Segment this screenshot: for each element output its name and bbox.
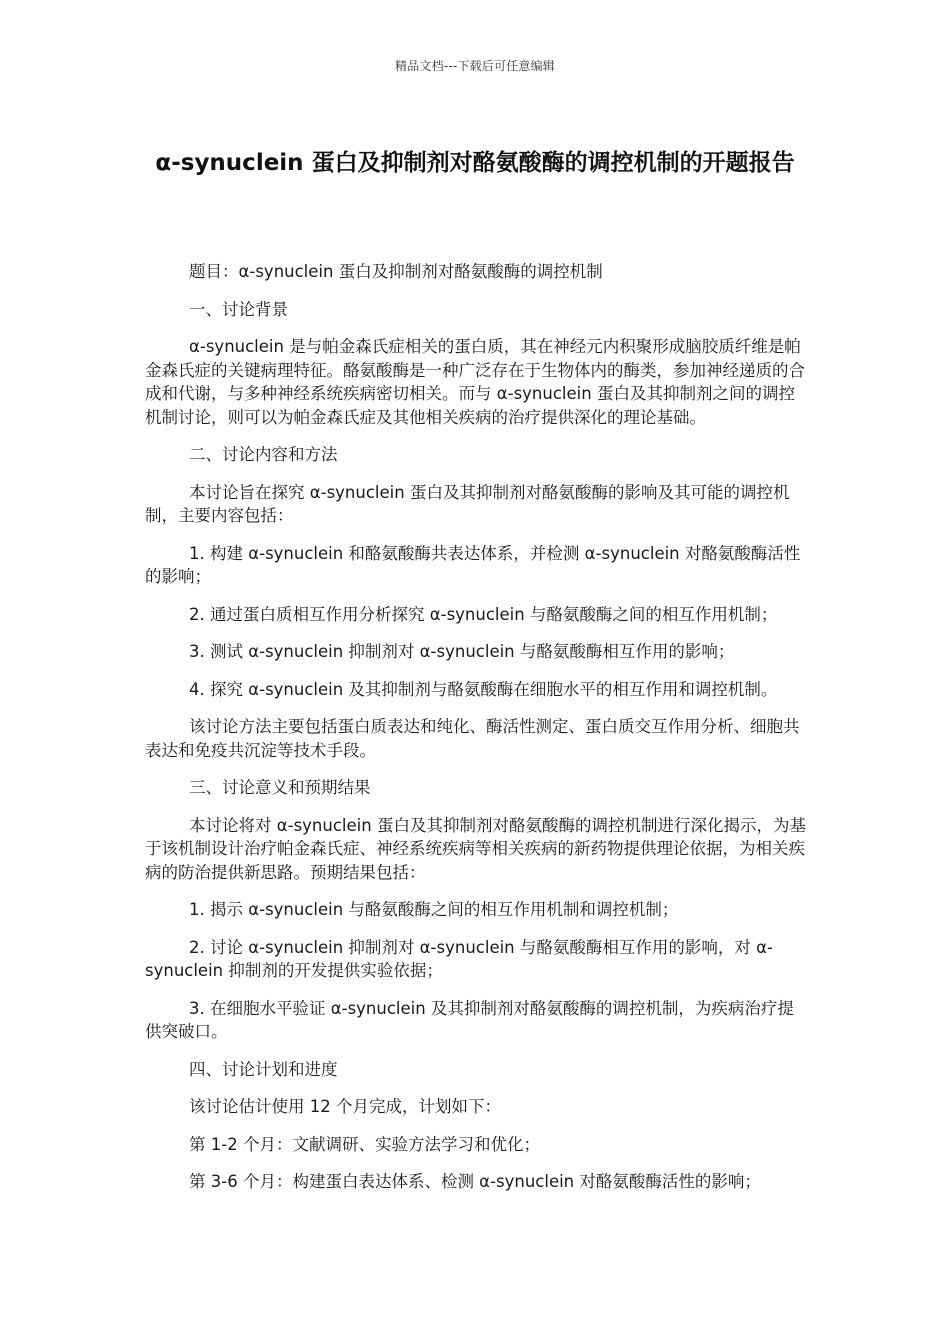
section-heading-plan: 四、讨论计划和进度 bbox=[189, 1059, 338, 1079]
document-title: α-synuclein 蛋白及抑制剂对酪氨酸酶的调控机制的开题报告 bbox=[155, 150, 795, 176]
plan-intro-paragraph: 该讨论估计使用 12 个月完成，计划如下： bbox=[189, 1097, 501, 1116]
topic-line: 题目：α-synuclein 蛋白及抑制剂对酪氨酸酶的调控机制 bbox=[189, 262, 603, 281]
significance-paragraph: 本讨论将对 α-synuclein 蛋白及其抑制剂对酪氨酸酶的调控机制进行深化揭示，为基于该机制设计治疗帕金森氏症、神经系统疾病等相关疾病的新药物提供理论依据，为相关疾病的防治提供新思路。预期结果包括： bbox=[145, 815, 806, 882]
result-item-3: 3. 在细胞水平验证 α-synuclein 及其抑制剂对酪氨酸酶的调控机制，为疾病治疗提供突破口。 bbox=[145, 998, 794, 1041]
plan-item-1: 第 1-2 个月：文献调研、实验方法学习和优化； bbox=[189, 1134, 540, 1154]
content-item-1: 1. 构建 α-synuclein 和酪氨酸酶共表达体系，并检测 α-synuclein 对酪氨酸酶活性的影响； bbox=[145, 543, 801, 586]
section-heading-background: 一、讨论背景 bbox=[189, 299, 288, 319]
section-heading-content-methods: 二、讨论内容和方法 bbox=[189, 445, 338, 464]
plan-item-2: 第 3-6 个月：构建蛋白表达体系、检测 α-synuclein 对酪氨酸酶活性的影响； bbox=[189, 1172, 761, 1191]
content-item-4: 4. 探究 α-synuclein 及其抑制剂与酪氨酸酶在细胞水平的相互作用和调控机制。 bbox=[189, 679, 778, 699]
methods-paragraph: 该讨论方法主要包括蛋白质表达和纯化、酶活性测定、蛋白质交互作用分析、细胞共表达和免疫共沉淀等技术手段。 bbox=[145, 717, 800, 760]
result-item-1: 1. 揭示 α-synuclein 与酪氨酸酶之间的相互作用机制和调控机制； bbox=[189, 900, 679, 919]
header-note: 精品文档---下载后可任意编辑 bbox=[395, 59, 555, 73]
document-body bbox=[145, 260, 807, 1208]
content-item-3: 3. 测试 α-synuclein 抑制剂对 α-synuclein 与酪氨酸酶相互作用的影响； bbox=[189, 642, 735, 661]
background-paragraph: α-synuclein 是与帕金森氏症相关的蛋白质，其在神经元内积聚形成脑胶质纤维是帕金森氏症的关键病理特征。酪氨酸酶是一种广泛存在于生物体内的酶类，参加神经递质的合成和代谢，与多种神经系统疾病密切相关。而与 α-synuclein 蛋白及其抑制剂之间的调控机制讨论，则可以为帕金森氏症及其他相关疾病的治疗提供深化的理论基础。 bbox=[145, 337, 805, 427]
content-intro-paragraph: 本讨论旨在探究 α-synuclein 蛋白及其抑制剂对酪氨酸酶的影响及其可能的调控机制，主要内容包括： bbox=[145, 482, 790, 525]
content-item-2: 2. 通过蛋白质相互作用分析探究 α-synuclein 与酪氨酸酶之间的相互作用机制； bbox=[189, 604, 778, 624]
section-heading-significance: 三、讨论意义和预期结果 bbox=[189, 778, 371, 797]
result-item-2: 2. 讨论 α-synuclein 抑制剂对 α-synuclein 与酪氨酸酶相互作用的影响，对 α-synuclein 抑制剂的开发提供实验依据； bbox=[145, 937, 773, 980]
